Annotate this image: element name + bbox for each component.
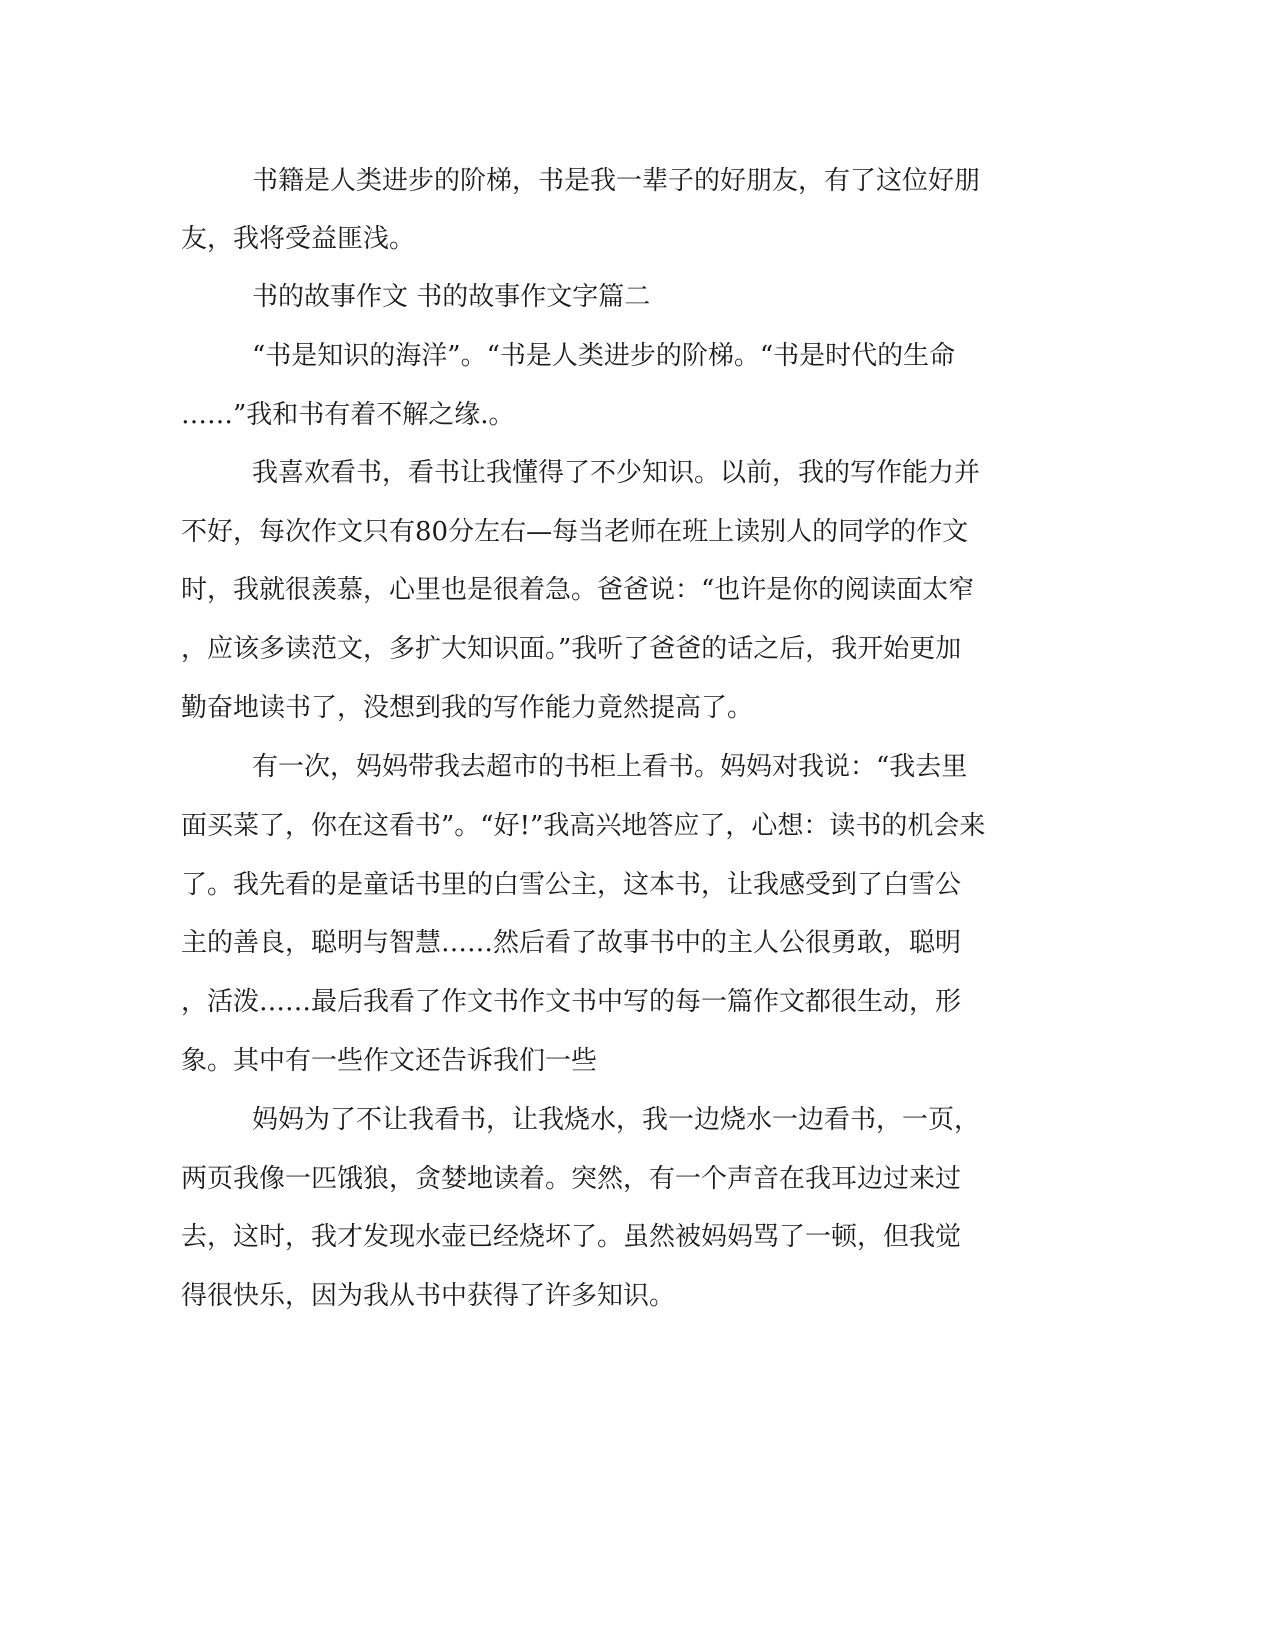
- paragraph-4-line-3: 了。我先看的是童话书里的白雪公主，这本书，让我感受到了白雪公: [181, 870, 962, 900]
- paragraph-4-line-4: 主的善良，聪明与智慧……然后看了故事书中的主人公很勇敢，聪明: [181, 928, 962, 958]
- paragraph-1-line-2: 友，我将受益匪浅。: [181, 224, 416, 254]
- paragraph-3-line-4: ，应该多读范文，多扩大知识面。”我听了爸爸的话之后，我开始更加: [181, 634, 962, 664]
- paragraph-5-line-1: 妈妈为了不让我看书，让我烧水，我一边烧水一边看书，一页，: [252, 1105, 981, 1135]
- paragraph-5-line-3: 去，这时，我才发现水壶已经烧坏了。虽然被妈妈骂了一顿，但我觉: [181, 1222, 962, 1252]
- paragraph-4-line-2: 面买菜了，你在这看书”。“好!”我高兴地答应了，心想：读书的机会来: [181, 811, 986, 841]
- paragraph-4-line-1: 有一次，妈妈带我去超市的书柜上看书。妈妈对我说：“我去里: [252, 752, 968, 782]
- paragraph-2-line-1: “书是知识的海洋”。“书是人类进步的阶梯。“书是时代的生命: [252, 341, 956, 371]
- paragraph-5-line-2: 两页我像一匹饿狼，贪婪地读着。突然，有一个声音在我耳边过来过: [181, 1164, 962, 1194]
- paragraph-4-line-5: ，活泼……最后我看了作文书作文书中写的每一篇作文都很生动，形: [181, 987, 962, 1017]
- paragraph-3-line-3: 时，我就很羡慕，心里也是很着急。爸爸说：“也许是你的阅读面太窄: [181, 575, 975, 605]
- section-heading: 书的故事作文 书的故事作文字篇二: [252, 282, 651, 312]
- paragraph-3-line-5: 勤奋地读书了，没想到我的写作能力竟然提高了。: [181, 693, 754, 723]
- paragraph-4-line-6: 象。其中有一些作文还告诉我们一些: [181, 1046, 598, 1076]
- paragraph-5-line-4: 得很快乐，因为我从书中获得了许多知识。: [181, 1281, 676, 1311]
- paragraph-2-line-2: ……”我和书有着不解之缘.。: [181, 400, 515, 430]
- paragraph-3-line-2: 不好，每次作文只有80分左右—每当老师在班上读别人的同学的作文: [181, 517, 969, 547]
- paragraph-3-line-1: 我喜欢看书，看书让我懂得了不少知识。以前，我的写作能力并: [252, 458, 981, 488]
- paragraph-1-line-1: 书籍是人类进步的阶梯，书是我一辈子的好朋友，有了这位好朋: [252, 166, 981, 196]
